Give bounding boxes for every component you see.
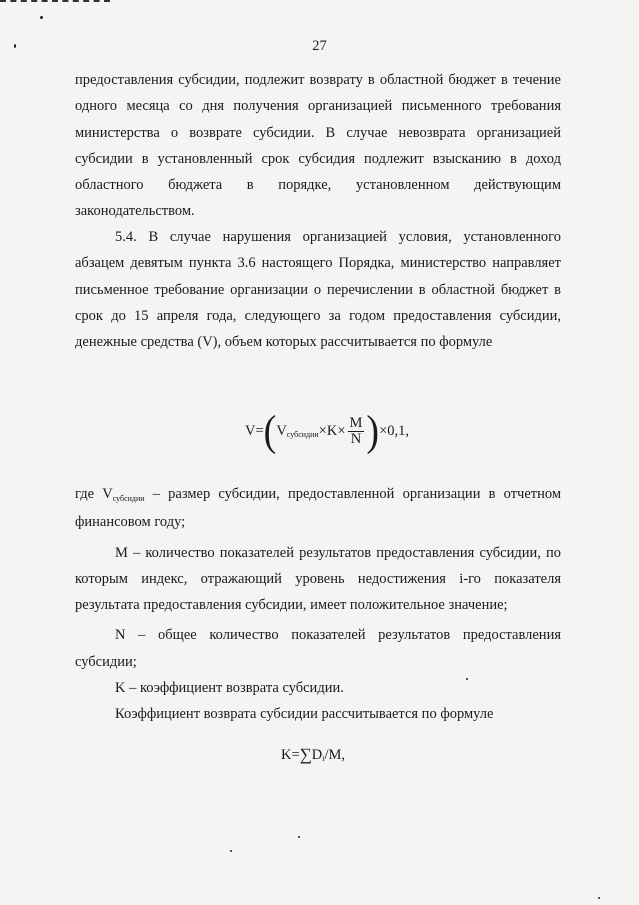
definition-v-prefix: где V (75, 486, 113, 502)
definition-v-text: – размер субсидии, предоставленной организации в отчетном финансовом году; (75, 486, 562, 531)
formula-k-lhs: K= (281, 746, 300, 763)
paragraph-return-subsidy (75, 67, 561, 225)
formula-coefficient (281, 745, 345, 765)
definition-v (75, 481, 561, 536)
scan-speck (298, 836, 300, 838)
definition-n: N – общее количество показателей результатов предоставления субсидии; (75, 627, 561, 670)
fraction-numerator: M (349, 414, 363, 431)
scan-speck (230, 850, 232, 852)
paragraph-text: предоставления субсидии, подлежит возврату в областной бюджет в течение одного месяца со дня получения организацией письменного требования министерства о возврате субсидии. В случае невозврата организацией субсидии в установленный срок субсидия подлежит взысканию в доход областного бюджета в порядке, установленном действующим законодательством. (75, 72, 561, 220)
formula-lhs: V= (245, 422, 264, 439)
formula-fraction (348, 416, 365, 447)
definition-v-subscript: субсидии (112, 494, 145, 503)
sigma-icon: ∑ (299, 745, 312, 764)
fraction-denominator: N (350, 430, 362, 447)
scan-edge-artifact (0, 0, 110, 2)
k-formula-intro: Коэффициент возврата субсидии рассчитывается по формуле (115, 706, 494, 723)
paragraph-5-4 (75, 224, 561, 355)
formula-k-d-subscript: i (322, 753, 325, 763)
definition-k: K – коэффициент возврата субсидии. (115, 680, 344, 697)
formula-tail: ×0,1, (379, 422, 409, 439)
formula-close-paren: ) (366, 406, 380, 456)
page-number: 27 (312, 38, 327, 54)
definitions-block (75, 481, 561, 728)
definition-m: M – количество показателей результатов предоставления субсидии, по которым индекс, отражающий уровень недостижения i-го показателя результата предоставления субсидии, имеет положительное значение; (75, 544, 561, 614)
paragraph-text: 5.4. В случае нарушения организацией условия, установленного абзацем девятым пункта 3.6 настоящего Порядка, министерство направляет письменное требование организации о перечислении в областной бюджет в срок до 15 апреля года, следующего за годом предоставления субсидии, денежные средства (V), объем которых рассчитывается по формуле (75, 229, 561, 351)
formula-k-d: D (311, 746, 323, 763)
formula-k-tail: /M, (324, 746, 346, 763)
scan-dot (40, 16, 43, 19)
scan-speck (598, 897, 600, 899)
formula-v-subscript: субсидии (286, 429, 319, 439)
formula-open-paren: ( (263, 406, 277, 456)
formula-volume (245, 405, 409, 457)
formula-v-symbol: V (276, 422, 287, 439)
formula-times-k: ×K× (318, 422, 346, 439)
